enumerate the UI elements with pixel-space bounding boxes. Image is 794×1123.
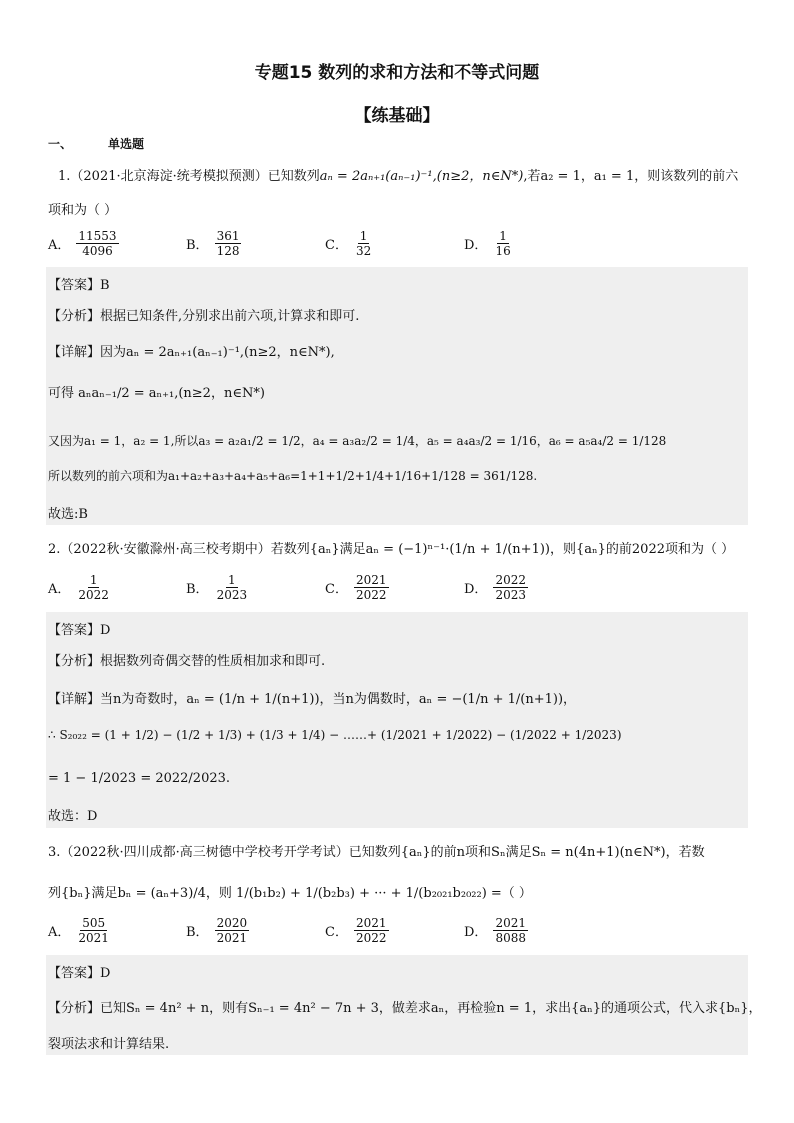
q1-stem: 1.（2021·北京海淀·统考模拟预测）已知数列aₙ = 2aₙ₊₁(aₙ₋₁)⁻¹,(n≥2，n∈N*),若a₂ = 1，a₁ = 1，则该数列的前六 bbox=[58, 169, 739, 184]
q1-detail-2: 可得 aₙaₙ₋₁/2 = aₙ₊₁,(n≥2，n∈N*) bbox=[48, 386, 265, 401]
q1-detail-4: 所以数列的前六项和为a₁+a₂+a₃+a₄+a₅+a₆=1+1+1/2+1/4+1/16+1/128 = 361/128. bbox=[48, 469, 538, 483]
q2-answer-box bbox=[46, 612, 748, 828]
q3-stem-cont: 列{bₙ}满足bₙ = (aₙ+3)/4，则 1/(b₁b₂) + 1/(b₂b₃) + ··· + 1/(b₂₀₂₁b₂₀₂₂) =（ ） bbox=[48, 886, 532, 901]
section-label: 单选题 bbox=[108, 137, 145, 151]
q2-stem: 2.（2022秋·安徽滁州·高三校考期中）若数列{aₙ}满足aₙ = (−1)ⁿ⁻¹·(1/n + 1/(n+1))，则{aₙ}的前2022项和为（ ） bbox=[48, 542, 735, 557]
q1-answer: 【答案】B bbox=[48, 278, 110, 293]
q1-stem-cont: 项和为（ ） bbox=[48, 203, 118, 218]
q1-formula: aₙ = 2aₙ₊₁(aₙ₋₁)⁻¹,(n≥2，n∈N*) bbox=[319, 169, 524, 184]
q1-detail-3: 又因为a₁ = 1，a₂ = 1,所以a₃ = a₂a₁/2 = 1/2，a₄ = a₃a₂/2 = 1/4，a₅ = a₄a₃/2 = 1/16，a₆ = a₅a₄/2 = 1/128 bbox=[48, 434, 667, 448]
q1-option-a[interactable]: A． $\frac{11553}{4096}$ bbox=[48, 229, 117, 258]
q3-answer: 【答案】D bbox=[48, 966, 111, 981]
q2-answer: 【答案】D bbox=[48, 623, 111, 638]
q3-option-c[interactable]: C． $\frac{2021}{2022}$ bbox=[325, 916, 387, 945]
q1-options bbox=[48, 229, 748, 269]
q1-analysis: 【分析】根据已知条件,分别求出前六项,计算求和即可. bbox=[48, 309, 360, 324]
q1-option-c[interactable]: C． $\frac{1}{32}$ bbox=[325, 229, 372, 258]
q3-options bbox=[48, 916, 748, 956]
q2-choice: 故选：D bbox=[48, 809, 98, 824]
q2-option-b[interactable]: B． $\frac{1}{2023}$ bbox=[186, 573, 248, 602]
q1-option-b[interactable]: B． $\frac{361}{128}$ bbox=[186, 229, 240, 258]
q2-analysis: 【分析】根据数列奇偶交替的性质相加求和即可. bbox=[48, 654, 326, 669]
q1-detail-1: 【详解】因为aₙ = 2aₙ₊₁(aₙ₋₁)⁻¹,(n≥2，n∈N*), bbox=[48, 345, 335, 360]
q2-options bbox=[48, 573, 748, 613]
q2-option-d[interactable]: D． $\frac{2022}{2023}$ bbox=[464, 573, 526, 602]
q3-stem: 3.（2022秋·四川成都·高三树德中学校考开学考试）已知数列{aₙ}的前n项和Sₙ满足Sₙ = n(4n+1)(n∈N*)，若数 bbox=[48, 845, 705, 860]
q3-option-d[interactable]: D． $\frac{2021}{8088}$ bbox=[464, 916, 526, 945]
q2-option-a[interactable]: A． $\frac{1}{2022}$ bbox=[48, 573, 109, 602]
q2-option-c[interactable]: C． $\frac{2021}{2022}$ bbox=[325, 573, 387, 602]
q3-option-a[interactable]: A． $\frac{505}{2021}$ bbox=[48, 916, 109, 945]
q1-choice: 故选:B bbox=[48, 507, 88, 522]
q3-analysis-cont: 裂项法求和计算结果. bbox=[48, 1037, 170, 1052]
section-number: 一、 bbox=[48, 137, 73, 151]
q2-detail-2: ∴ S₂₀₂₂ = (1 + 1/2) − (1/2 + 1/3) + (1/3 + 1/4) − ……+ (1/2021 + 1/2022) − (1/2022 + 1/2023) bbox=[48, 728, 622, 742]
q2-detail-1: 【详解】当n为奇数时，aₙ = (1/n + 1/(n+1))，当n为偶数时，aₙ = −(1/n + 1/(n+1))， bbox=[48, 692, 577, 707]
section-heading bbox=[48, 135, 144, 152]
q3-analysis: 【分析】已知Sₙ = 4n² + n，则有Sₙ₋₁ = 4n² − 7n + 3，做差求aₙ，再检验n = 1，求出{aₙ}的通项公式，代入求{bₙ}， bbox=[48, 1001, 762, 1016]
q1-option-d[interactable]: D． $\frac{1}{16}$ bbox=[464, 229, 511, 258]
q3-option-b[interactable]: B． $\frac{2020}{2021}$ bbox=[186, 916, 248, 945]
page-title: 专题15 数列的求和方法和不等式问题 bbox=[254, 63, 540, 83]
q2-detail-3: = 1 − 1/2023 = 2022/2023. bbox=[48, 771, 231, 786]
page-subtitle: 【练基础】 bbox=[354, 106, 440, 126]
